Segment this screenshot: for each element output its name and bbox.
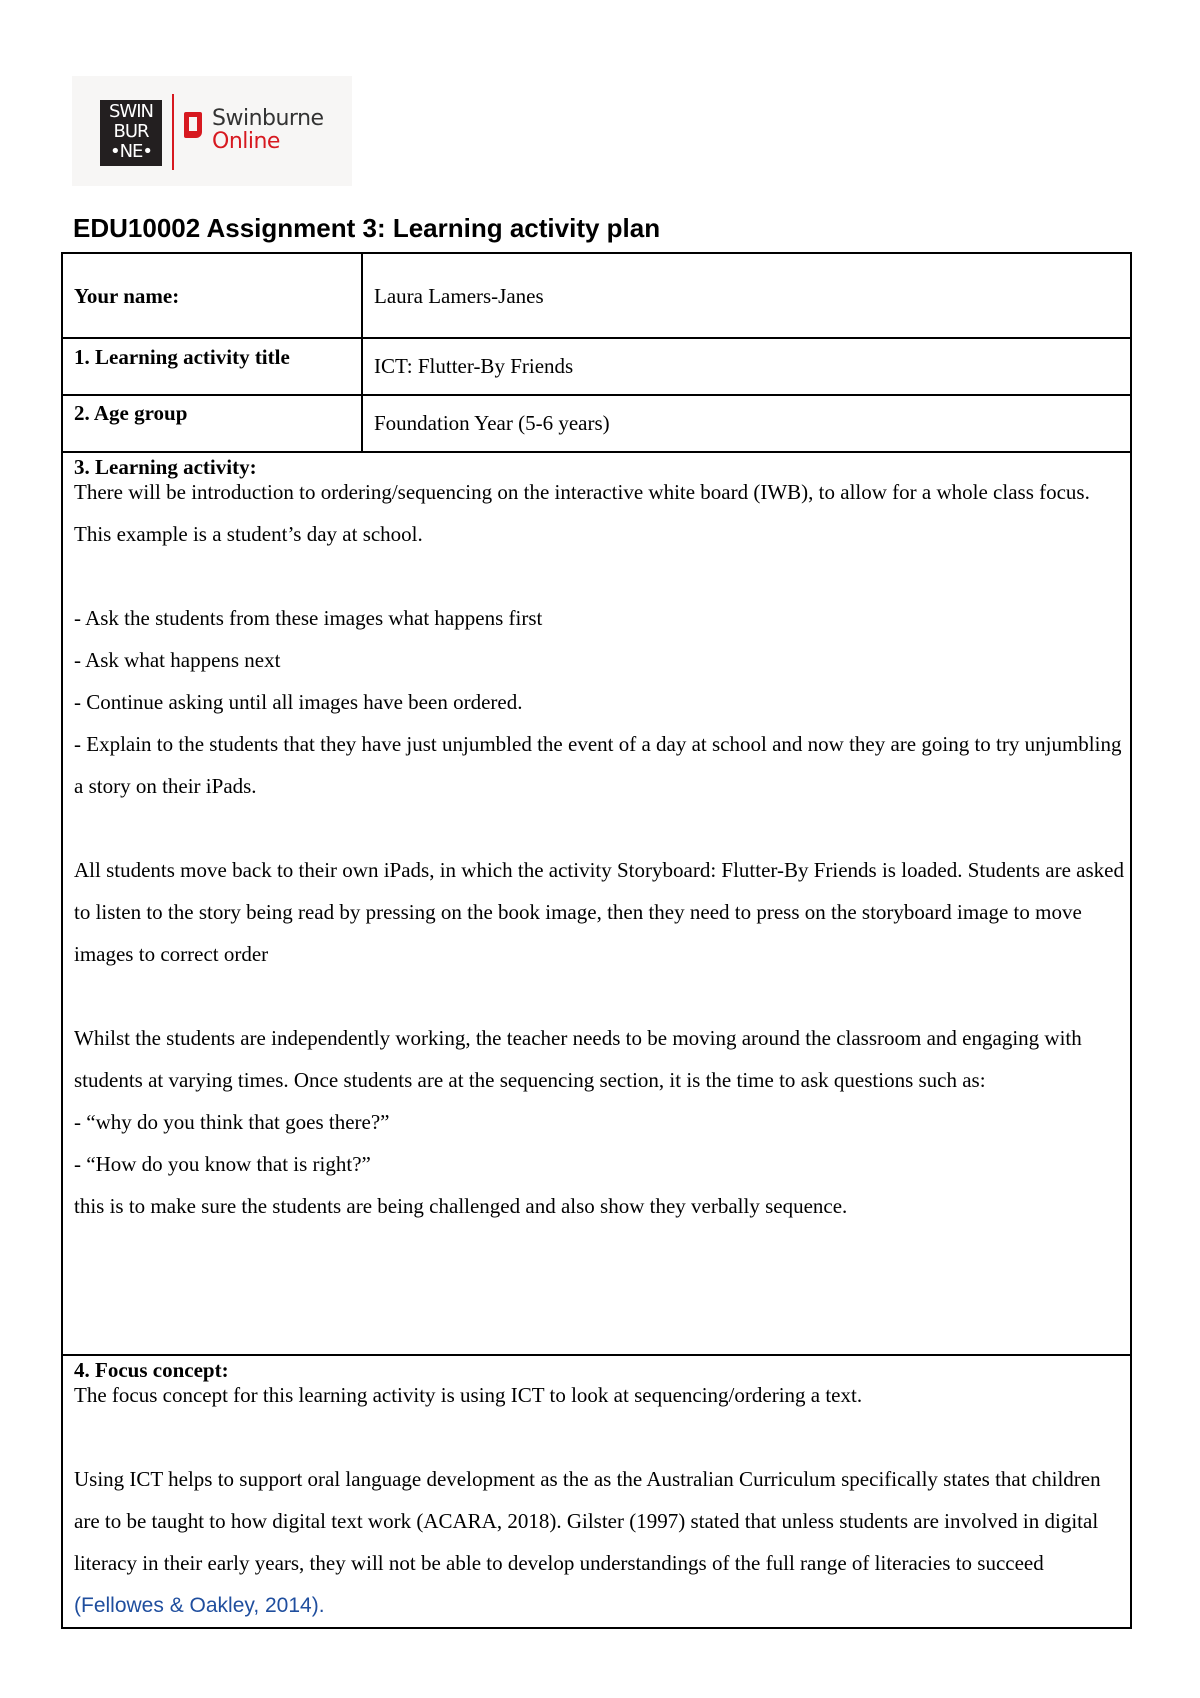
swinburne-bookmark-icon: [184, 112, 202, 138]
age-group-label-cell: [62, 395, 362, 452]
focus-concept-label: 4. Focus concept:: [74, 1358, 229, 1382]
activity-question: - “why do you think that goes there?”: [74, 1110, 390, 1134]
table-row-focus-concept: [62, 1355, 1131, 1628]
document-title: EDU10002 Assignment 3: Learning activity plan: [73, 213, 661, 243]
activity-title-label: 1. Learning activity title: [74, 345, 290, 369]
focus-concept-paragraph: The focus concept for this learning activity is using ICT to look at sequencing/ordering a text.: [74, 1383, 863, 1407]
learning-activity-cell: [62, 452, 1131, 1355]
activity-title-value-cell: [362, 338, 1131, 395]
logo-name: Swinburne: [212, 106, 324, 131]
activity-closing-paragraph: this is to make sure the students are being challenged and also show they verbally sequence.: [74, 1194, 848, 1218]
name-label: Your name:: [74, 283, 180, 308]
swinburne-logo-mark: [100, 100, 162, 166]
activity-step: - Ask what happens next: [74, 648, 281, 672]
name-value-cell: [362, 253, 1131, 338]
table-row-name: [62, 253, 1131, 338]
focus-concept-cell: [62, 1355, 1131, 1628]
activity-intro-paragraph: There will be introduction to ordering/sequencing on the interactive white board (IWB), to allow for a whole class focus. This example is a student’s day at school.: [74, 480, 1090, 546]
age-group-value-cell: [362, 395, 1131, 452]
learning-activity-label: 3. Learning activity:: [74, 455, 257, 479]
activity-step: - Explain to the students that they have just unjumbled the event of a day at school and now they are going to try unjumbling a story on their iPads.: [74, 732, 1122, 798]
activity-step: - Ask the students from these images what happens first: [74, 606, 543, 630]
logo-mark-line: SWIN: [109, 101, 153, 122]
name-label-cell: [62, 253, 362, 338]
focus-concept-rationale: [74, 1458, 1130, 1627]
swinburne-online-logo: [72, 76, 352, 186]
activity-title-label-cell: [62, 338, 362, 395]
logo-mark-line: BUR: [113, 121, 149, 142]
focus-concept-rationale-text: Using ICT helps to support oral language development as the as the Australian Curriculum specifically states that children are to be taught to how digital text work (ACARA, 2018). Gilster (1997) stated that unless students are involved in digital literacy in their early years, they will not be able to develop understandings of the full range of literacies to succeed: [74, 1467, 1101, 1575]
logo-subtitle: Online: [212, 129, 280, 154]
activity-teacher-paragraph: Whilst the students are independently working, the teacher needs to be moving around the classroom and engaging with students at varying times. Once students are at the sequencing section, it is the time to ask questions such as:: [74, 1026, 1082, 1092]
table-row-activity-title: [62, 338, 1131, 395]
name-value: Laura Lamers-Janes: [374, 283, 544, 308]
logo-mark-line: •NE•: [109, 141, 153, 162]
age-group-value: Foundation Year (5-6 years): [374, 411, 610, 435]
activity-plan-table: [61, 252, 1132, 1629]
age-group-label: 2. Age group: [74, 401, 188, 425]
activity-title-value: ICT: Flutter-By Friends: [374, 354, 574, 378]
activity-step: - Continue asking until all images have been ordered.: [74, 690, 523, 714]
table-row-learning-activity: [62, 452, 1131, 1355]
activity-ipad-paragraph: All students move back to their own iPads, in which the activity Storyboard: Flutter-By Friends is loaded. Students are asked to listen to the story being read by pressing on the book image, then they need to press on the storyboard image to move images to correct order: [74, 858, 1124, 966]
table-row-age-group: [62, 395, 1131, 452]
logo-divider: [172, 94, 174, 170]
activity-question: - “How do you know that is right?”: [74, 1152, 371, 1176]
citation: (Fellowes & Oakley, 2014).: [74, 1594, 325, 1617]
